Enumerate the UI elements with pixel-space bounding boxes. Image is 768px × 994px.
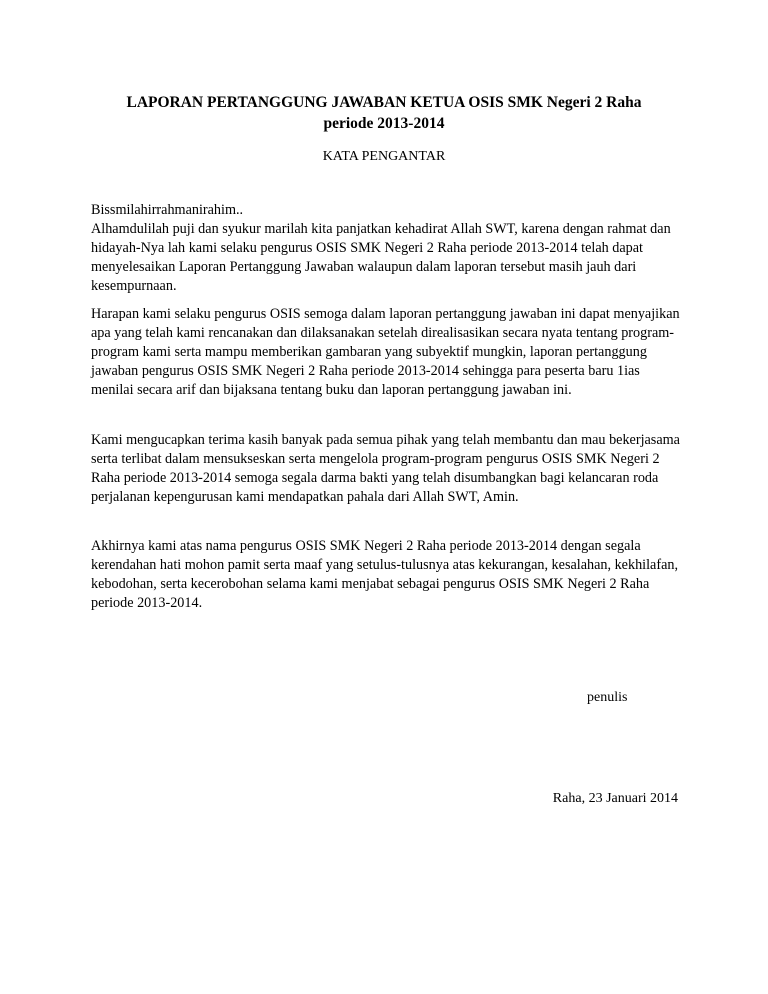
paragraph-2: Harapan kami selaku pengurus OSIS semoga dalam laporan pertanggung jawaban ini dapat menyajikan apa yang telah kami rencanakan dan dilaksanakan setelah direalisasikan secara nyata tentang program-program kami serta mampu memberikan gambaran yang subyektif mungkin, laporan pertanggung jawaban pengurus OSIS SMK Negeri 2 Raha periode 2013-2014 sehingga para peserta baru 1ias menilai secara arif dan bijaksana tentang buku dan laporan pertanggung jawaban ini. [91,306,680,398]
paragraph-4: Akhirnya kami atas nama pengurus OSIS SMK Negeri 2 Raha periode 2013-2014 dengan segala kerendahan hati mohon pamit serta maaf yang setulus-tulusnya atas kekurangan, kesalahan, kekhilafan, kebodohan, serta kecerobohan selama kami menjabat sebagai pengurus OSIS SMK Negeri 2 Raha periode 2013-2014. [91,538,679,611]
greeting-line: Bissmilahirrahmanirahim.. [91,202,244,218]
document-date: Raha, 23 Januari 2014 [552,791,678,806]
paragraph-3: Kami mengucapkan terima kasih banyak pada semua pihak yang telah membantu dan mau bekerjasama serta terlibat dalam mensukseskan serta mengelola program-program pengurus OSIS SMK Negeri 2 Raha periode 2013-2014 semoga segala darma bakti yang telah disumbangkan bagi kelancaran roda perjalanan kepengurusan kami mendapatkan pahala dari Allah SWT, Amin. [91,432,680,505]
section-heading: KATA PENGANTAR [322,149,446,164]
document-title-line1: LAPORAN PERTANGGUNG JAWABAN KETUA OSIS SMK Negeri 2 Raha [126,94,642,111]
document-title-line2: periode 2013-2014 [323,115,445,132]
signer-label: penulis [587,690,628,705]
paragraph-1: Alhamdulilah puji dan syukur marilah kita panjatkan kehadirat Allah SWT, karena dengan rahmat dan hidayah-Nya lah kami selaku pengurus OSIS SMK Negeri 2 Raha periode 2013-2014 telah dapat menyelesaikan Laporan Pertanggung Jawaban walaupun dalam laporan tersebut masih jauh dari kesempurnaan. [91,221,671,294]
